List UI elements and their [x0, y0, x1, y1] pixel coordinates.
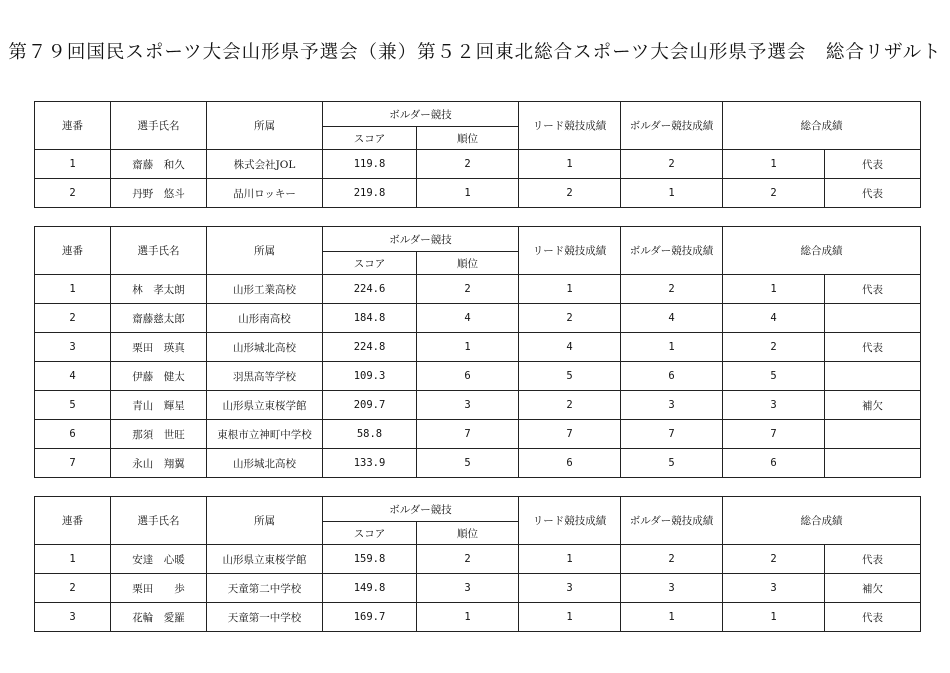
header-name: 選手氏名 — [111, 102, 207, 150]
header-overall: 総合成績 — [723, 227, 921, 275]
cell-overall-note: 代表 — [825, 545, 921, 574]
cell-overall-note — [825, 449, 921, 478]
cell-name: 花輪 愛羅 — [111, 603, 207, 632]
table-row — [35, 391, 921, 420]
cell-lead-result: 6 — [519, 449, 621, 478]
cell-rank: 1 — [417, 603, 519, 632]
header-no: 連番 — [35, 497, 111, 545]
cell-overall-note: 補欠 — [825, 574, 921, 603]
cell-no: 3 — [35, 333, 111, 362]
cell-score: 119.8 — [323, 150, 417, 179]
header-affiliation: 所属 — [207, 102, 323, 150]
header-name: 選手氏名 — [111, 497, 207, 545]
cell-overall-note — [825, 304, 921, 333]
cell-no: 6 — [35, 420, 111, 449]
cell-overall-rank: 1 — [723, 150, 825, 179]
header-affiliation: 所属 — [207, 227, 323, 275]
cell-affiliation: 山形城北高校 — [207, 449, 323, 478]
table-row — [35, 603, 921, 632]
cell-name: 栗田 瑛真 — [111, 333, 207, 362]
results-table — [34, 101, 921, 208]
cell-overall-note: 代表 — [825, 333, 921, 362]
cell-affiliation: 山形工業高校 — [207, 275, 323, 304]
cell-no: 7 — [35, 449, 111, 478]
cell-overall-rank: 3 — [723, 391, 825, 420]
cell-no: 2 — [35, 574, 111, 603]
cell-boulder-result: 7 — [621, 420, 723, 449]
cell-score: 109.3 — [323, 362, 417, 391]
cell-affiliation: 山形南高校 — [207, 304, 323, 333]
header-overall: 総合成績 — [723, 497, 921, 545]
cell-overall-rank: 5 — [723, 362, 825, 391]
cell-boulder-result: 4 — [621, 304, 723, 333]
table-row — [35, 150, 921, 179]
cell-score: 219.8 — [323, 179, 417, 208]
cell-lead-result: 2 — [519, 179, 621, 208]
cell-affiliation: 天童第一中学校 — [207, 603, 323, 632]
cell-lead-result: 3 — [519, 574, 621, 603]
cell-boulder-result: 2 — [621, 545, 723, 574]
cell-no: 5 — [35, 391, 111, 420]
cell-name: 那須 世旺 — [111, 420, 207, 449]
header-score: スコア — [323, 522, 417, 545]
cell-boulder-result: 2 — [621, 150, 723, 179]
table-row — [35, 449, 921, 478]
table-row — [35, 179, 921, 208]
cell-affiliation: 天童第二中学校 — [207, 574, 323, 603]
cell-score: 159.8 — [323, 545, 417, 574]
header-name: 選手氏名 — [111, 227, 207, 275]
cell-no: 2 — [35, 304, 111, 333]
header-boulder: ボルダー競技 — [323, 227, 519, 252]
cell-rank: 4 — [417, 304, 519, 333]
header-row — [35, 497, 921, 522]
results-table — [34, 226, 921, 478]
cell-score: 169.7 — [323, 603, 417, 632]
cell-overall-note: 代表 — [825, 150, 921, 179]
cell-affiliation: 株式会社JOL — [207, 150, 323, 179]
header-lead-result: リード競技成績 — [519, 102, 621, 150]
cell-no: 1 — [35, 545, 111, 574]
cell-score: 224.6 — [323, 275, 417, 304]
cell-lead-result: 1 — [519, 150, 621, 179]
cell-affiliation: 山形県立東桜学館 — [207, 391, 323, 420]
cell-score: 184.8 — [323, 304, 417, 333]
cell-boulder-result: 6 — [621, 362, 723, 391]
cell-rank: 1 — [417, 333, 519, 362]
header-boulder-result: ボルダー競技成績 — [621, 497, 723, 545]
cell-no: 2 — [35, 179, 111, 208]
cell-overall-note: 代表 — [825, 275, 921, 304]
cell-score: 224.8 — [323, 333, 417, 362]
cell-no: 3 — [35, 603, 111, 632]
cell-score: 149.8 — [323, 574, 417, 603]
table-row — [35, 420, 921, 449]
header-lead-result: リード競技成績 — [519, 227, 621, 275]
cell-overall-note: 補欠 — [825, 391, 921, 420]
header-no: 連番 — [35, 227, 111, 275]
cell-rank: 2 — [417, 275, 519, 304]
cell-overall-rank: 2 — [723, 545, 825, 574]
cell-rank: 3 — [417, 391, 519, 420]
cell-name: 青山 輝星 — [111, 391, 207, 420]
cell-lead-result: 7 — [519, 420, 621, 449]
header-affiliation: 所属 — [207, 497, 323, 545]
cell-affiliation: 山形城北高校 — [207, 333, 323, 362]
cell-overall-rank: 6 — [723, 449, 825, 478]
cell-lead-result: 1 — [519, 603, 621, 632]
header-lead-result: リード競技成績 — [519, 497, 621, 545]
cell-affiliation: 品川ロッキー — [207, 179, 323, 208]
cell-name: 齋藤慈太郎 — [111, 304, 207, 333]
cell-no: 1 — [35, 275, 111, 304]
cell-lead-result: 5 — [519, 362, 621, 391]
cell-no: 4 — [35, 362, 111, 391]
cell-lead-result: 4 — [519, 333, 621, 362]
cell-overall-rank: 1 — [723, 275, 825, 304]
cell-rank: 5 — [417, 449, 519, 478]
cell-overall-note — [825, 420, 921, 449]
cell-boulder-result: 3 — [621, 574, 723, 603]
cell-rank: 6 — [417, 362, 519, 391]
table-row — [35, 304, 921, 333]
cell-affiliation: 山形県立東桜学館 — [207, 545, 323, 574]
table-row — [35, 362, 921, 391]
cell-lead-result: 2 — [519, 304, 621, 333]
cell-overall-note: 代表 — [825, 179, 921, 208]
cell-no: 1 — [35, 150, 111, 179]
header-boulder-result: ボルダー競技成績 — [621, 227, 723, 275]
cell-score: 209.7 — [323, 391, 417, 420]
cell-score: 58.8 — [323, 420, 417, 449]
cell-overall-rank: 3 — [723, 574, 825, 603]
table-row — [35, 574, 921, 603]
header-boulder: ボルダー競技 — [323, 497, 519, 522]
cell-overall-rank: 2 — [723, 333, 825, 362]
cell-lead-result: 2 — [519, 391, 621, 420]
header-row — [35, 227, 921, 252]
header-boulder-result: ボルダー競技成績 — [621, 102, 723, 150]
cell-lead-result: 1 — [519, 275, 621, 304]
cell-overall-note — [825, 362, 921, 391]
cell-overall-rank: 1 — [723, 603, 825, 632]
cell-boulder-result: 1 — [621, 179, 723, 208]
cell-lead-result: 1 — [519, 545, 621, 574]
cell-rank: 1 — [417, 179, 519, 208]
cell-boulder-result: 3 — [621, 391, 723, 420]
cell-affiliation: 羽黒高等学校 — [207, 362, 323, 391]
cell-name: 伊藤 健太 — [111, 362, 207, 391]
header-score: スコア — [323, 252, 417, 275]
cell-overall-rank: 4 — [723, 304, 825, 333]
cell-boulder-result: 1 — [621, 333, 723, 362]
cell-score: 133.9 — [323, 449, 417, 478]
cell-overall-rank: 7 — [723, 420, 825, 449]
cell-boulder-result: 5 — [621, 449, 723, 478]
cell-name: 永山 翔翼 — [111, 449, 207, 478]
header-boulder: ボルダー競技 — [323, 102, 519, 127]
cell-name: 栗田 歩 — [111, 574, 207, 603]
cell-name: 齋藤 和久 — [111, 150, 207, 179]
table-row — [35, 545, 921, 574]
table-row — [35, 333, 921, 362]
cell-name: 林 孝太朗 — [111, 275, 207, 304]
page-title: 第７９回国民スポーツ大会山形県予選会（兼）第５２回東北総合スポーツ大会山形県予選会 総合リザルト — [8, 42, 942, 63]
header-row — [35, 102, 921, 127]
header-score: スコア — [323, 127, 417, 150]
cell-rank: 3 — [417, 574, 519, 603]
header-rank: 順位 — [417, 522, 519, 545]
cell-overall-rank: 2 — [723, 179, 825, 208]
cell-boulder-result: 1 — [621, 603, 723, 632]
cell-rank: 2 — [417, 545, 519, 574]
cell-name: 丹野 悠斗 — [111, 179, 207, 208]
cell-affiliation: 東根市立神町中学校 — [207, 420, 323, 449]
header-overall: 総合成績 — [723, 102, 921, 150]
cell-name: 安達 心暖 — [111, 545, 207, 574]
cell-rank: 7 — [417, 420, 519, 449]
header-rank: 順位 — [417, 127, 519, 150]
header-rank: 順位 — [417, 252, 519, 275]
results-table — [34, 496, 921, 632]
header-no: 連番 — [35, 102, 111, 150]
cell-boulder-result: 2 — [621, 275, 723, 304]
cell-rank: 2 — [417, 150, 519, 179]
cell-overall-note: 代表 — [825, 603, 921, 632]
table-row — [35, 275, 921, 304]
